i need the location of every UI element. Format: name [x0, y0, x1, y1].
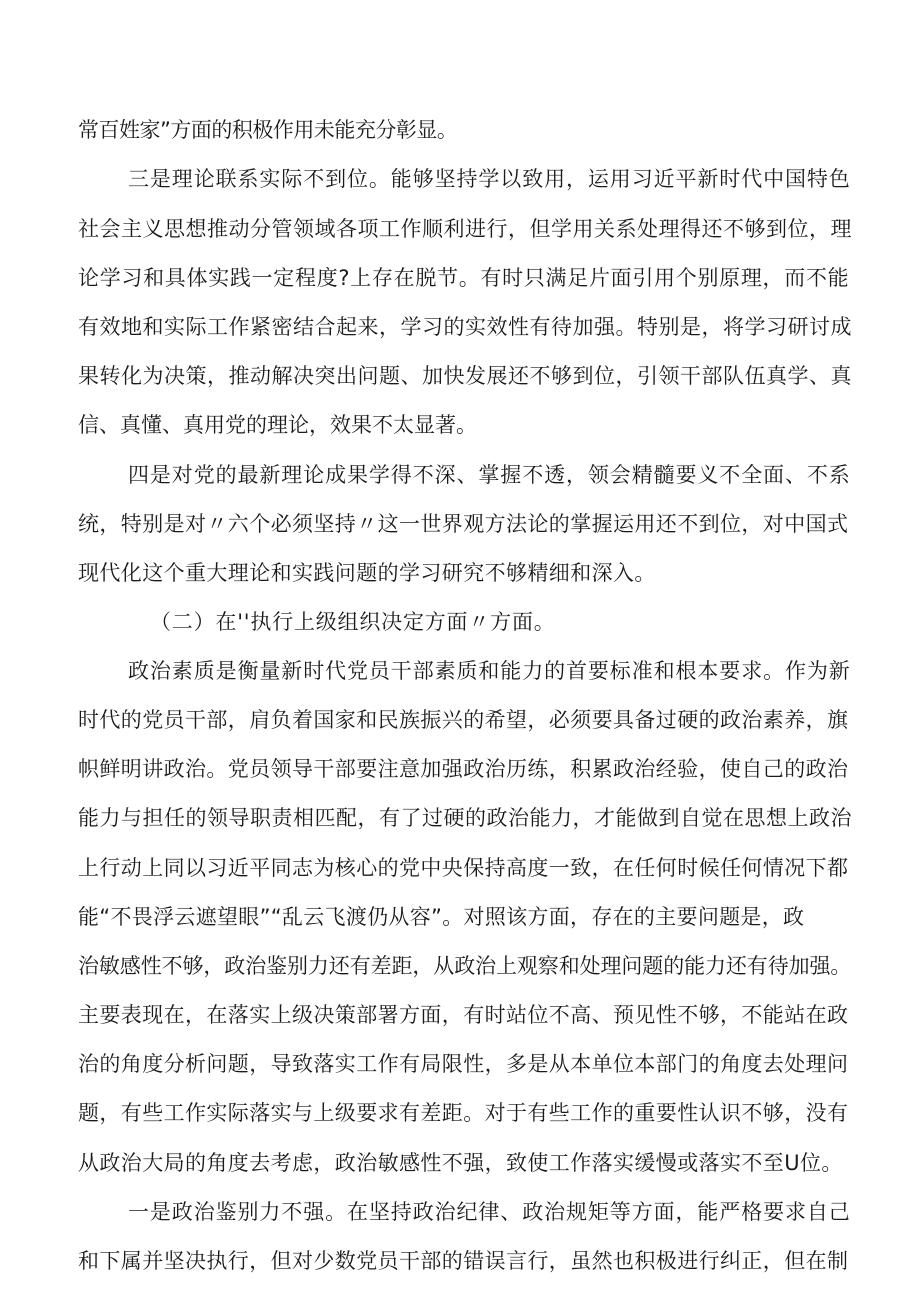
- section-heading: （二）在''执行上级组织决定方面〃方面。: [150, 610, 556, 634]
- text-line: 治的角度分析问题，导致落实工作有局限性，多是从本单位本部门的角度去处理问: [78, 1052, 849, 1076]
- text-line: 论学习和具体实践一定程度?上存在脱节。有时只满足片面引用个别原理，而不能: [78, 266, 850, 290]
- text-line: 一是政治鉴别力不强。在坚持政治纪律、政治规矩等方面，能严格要求自己: [128, 1200, 851, 1224]
- text-line: 政治素质是衡量新时代党员干部素质和能力的首要标准和根本要求。作为新: [128, 659, 851, 683]
- text-line: 治敏感性不够，政治鉴别力还有差距，从政治上观察和处理问题的能力还有待加强。: [78, 954, 852, 978]
- text-line: 和下属并坚决执行，但对少数党员干部的错误言行，虽然也积极进行纠正，但在制: [78, 1249, 849, 1273]
- text-line: 主要表现在，在落实上级决策部署方面，有时站位不高、预见性不够，不能站在政: [78, 1003, 849, 1027]
- text-line: 统，特别是对〃六个必须坚持〃这一世界观方法论的掌握运用还不到位，对中国式: [78, 512, 849, 536]
- text-line: 帜鲜明讲政治。党员领导干部要注意加强政治历练，积累政治经验，使自己的政治: [78, 757, 849, 781]
- text-line: 三是理论联系实际不到位。能够坚持学以致用，运用习近平新时代中国特色: [128, 167, 851, 191]
- text-line: 果转化为决策，推动解决突出问题、加快发展还不够到位，引领干部队伍真学、真: [78, 364, 852, 388]
- text-line: 上行动上同以习近平同志为核心的党中央保持高度一致，在任何时候任何情况下都: [78, 856, 849, 880]
- text-line: 题，有些工作实际落实与上级要求有差距。对于有些工作的重要性认识不够，没有: [78, 1101, 849, 1125]
- text-line: 信、真懂、真用党的理论，效果不太显著。: [78, 413, 477, 437]
- text-line: 有效地和实际工作紧密结合起来，学习的实效性有待加强。特别是，将学习研讨成: [78, 315, 852, 339]
- text-line: 能“不畏浮云遮望眼”“乱云飞渡仍从容”。对照该方面，存在的主要问题是，政: [78, 905, 805, 929]
- text-line: 时代的党员干部，肩负着国家和民族振兴的希望，必须要具备过硬的政治素养，旗: [78, 708, 849, 732]
- text-line: 四是对党的最新理论成果学得不深、掌握不透，领会精髓要义不全面、不系: [128, 463, 851, 487]
- text-line: 能力与担任的领导职责相匹配，有了过硬的政治能力，才能做到自觉在思想上政治: [78, 806, 852, 830]
- text-line: 社会主义思想推动分管领域各项工作顺利进行，但学用关系处理得还不够到位，理: [78, 217, 852, 241]
- text-line: 从政治大局的角度去考虑，政治敏感性不强，致使工作落实缓慢或落实不至U位。: [78, 1151, 843, 1175]
- text-line: 常百姓家”方面的积极作用未能充分彰显。: [78, 118, 458, 142]
- text-line: 现代化这个重大理论和实践问题的学习研究不够精细和深入。: [78, 561, 656, 585]
